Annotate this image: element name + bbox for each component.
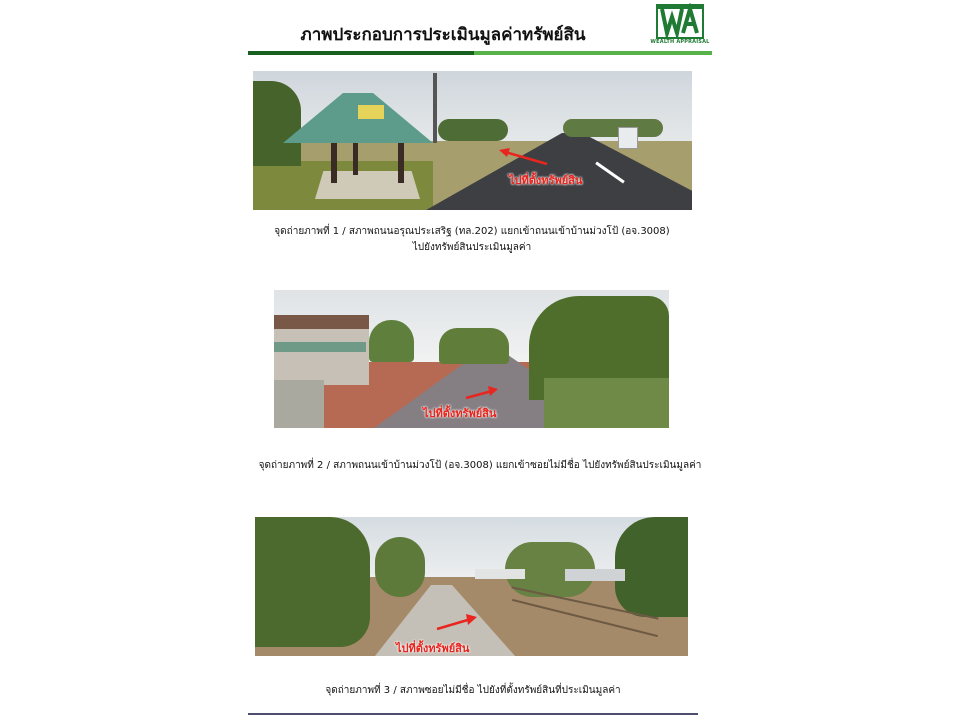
direction-arrow-icon <box>433 613 481 635</box>
photo-3 <box>255 517 688 656</box>
photo-2-caption: จุดถ่ายภาพที่ 2 / สภาพถนนเข้าบ้านม่วงโป้ (อจ.3008) แยกเข้าซอยไม่มีชื่อ ไปยังทรัพย์สินประเมินมูลค่า <box>258 460 702 471</box>
company-logo <box>650 3 710 51</box>
wa-logo-icon <box>650 3 710 39</box>
photo-1 <box>253 71 692 210</box>
direction-arrow-icon <box>462 384 502 404</box>
footer-divider <box>248 713 698 715</box>
header-divider <box>248 51 712 55</box>
logo-caption: WEALTH APPRAISAL <box>650 39 710 45</box>
direction-label: ไปที่ตั้งทรัพย์สิน <box>509 174 583 187</box>
photo-1-caption: จุดถ่ายภาพที่ 1 / สภาพถนนอรุณประเสริฐ (ทล.202) แยกเข้าถนนเข้าบ้านม่วงโป้ (อจ.3008) ไปยังทรัพย์สินประเมินมูลค่า <box>274 226 670 253</box>
page-title: ภาพประกอบการประเมินมูลค่าทรัพย์สิน <box>300 25 586 45</box>
photo-3-caption: จุดถ่ายภาพที่ 3 / สภาพซอยไม่มีชื่อ ไปยังที่ตั้งทรัพย์สินที่ประเมินมูลค่า <box>325 685 621 696</box>
photo-2 <box>274 290 669 428</box>
direction-arrow-icon <box>495 146 555 170</box>
direction-label: ไปที่ตั้งทรัพย์สิน <box>423 407 497 420</box>
direction-label: ไปที่ตั้งทรัพย์สิน <box>396 642 470 655</box>
